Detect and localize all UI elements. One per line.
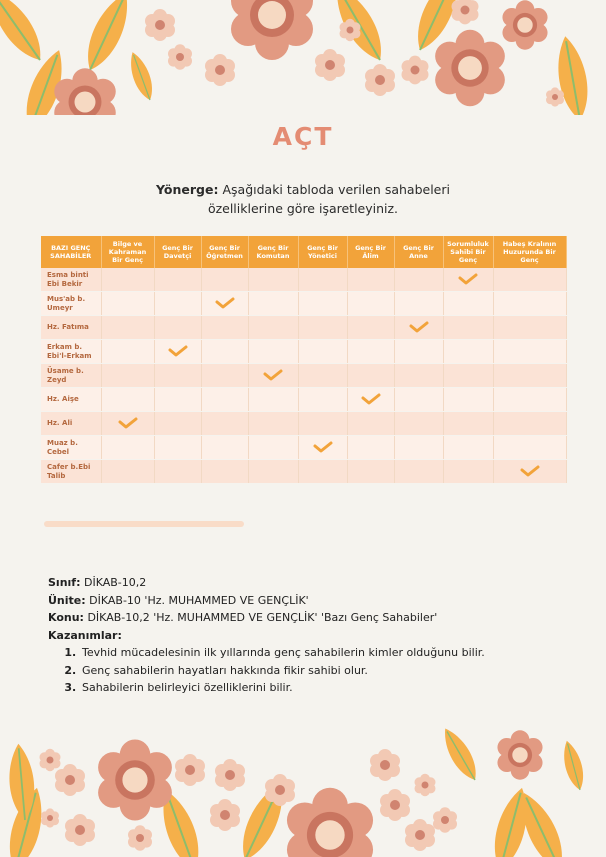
check-cell[interactable] (443, 340, 493, 364)
instruction-line1: Aşağıdaki tabloda verilen sahabeleri (222, 182, 450, 197)
check-cell[interactable] (201, 460, 248, 484)
check-cell[interactable] (154, 364, 201, 388)
header-trait-5: Genç Bir Yönetici (298, 236, 347, 268)
header-trait-7: Genç Bir Anne (394, 236, 443, 268)
check-cell[interactable] (298, 412, 347, 436)
companion-name: Erkam b. Ebi'l-Erkam (41, 340, 101, 364)
check-cell[interactable] (394, 388, 443, 412)
checkmark-icon (168, 345, 188, 357)
check-cell[interactable] (394, 412, 443, 436)
header-trait-1: Bilge ve Kahraman Bir Genç (101, 236, 154, 268)
check-cell[interactable] (248, 460, 298, 484)
check-cell[interactable] (154, 292, 201, 316)
floral-decoration-top (0, 0, 606, 115)
companions-table (41, 236, 567, 484)
checkmark-icon (409, 321, 429, 333)
table-header-row (41, 236, 566, 268)
check-cell[interactable] (347, 340, 394, 364)
check-cell[interactable] (443, 292, 493, 316)
check-cell[interactable] (347, 460, 394, 484)
checkmark-icon (313, 441, 333, 453)
check-cell[interactable] (201, 268, 248, 292)
check-cell[interactable] (443, 268, 493, 292)
check-cell[interactable] (493, 292, 566, 316)
check-cell[interactable] (394, 436, 443, 460)
header-trait-9: Habeş Kralının Huzurunda Bir Genç (493, 236, 566, 268)
unit-line (48, 592, 485, 610)
check-cell[interactable] (493, 340, 566, 364)
check-cell[interactable] (493, 436, 566, 460)
check-cell[interactable] (101, 292, 154, 316)
check-cell[interactable] (154, 316, 201, 340)
check-cell[interactable] (154, 412, 201, 436)
check-cell[interactable] (248, 268, 298, 292)
check-cell[interactable] (201, 364, 248, 388)
check-cell[interactable] (154, 436, 201, 460)
instruction-line2: özelliklerine göre işaretleyiniz. (207, 201, 399, 216)
table-row (41, 268, 566, 292)
unit-label: Ünite: (48, 593, 86, 607)
check-cell[interactable] (298, 436, 347, 460)
check-cell[interactable] (443, 436, 493, 460)
topic-line (48, 609, 485, 627)
check-cell[interactable] (394, 460, 443, 484)
table-row (41, 412, 566, 436)
check-cell[interactable] (394, 292, 443, 316)
companion-name: Esma binti Ebi Bekir (41, 268, 101, 292)
class-value: DİKAB-10,2 (83, 576, 147, 589)
check-cell[interactable] (298, 364, 347, 388)
check-cell[interactable] (443, 460, 493, 484)
check-cell[interactable] (101, 460, 154, 484)
checkmark-icon (458, 273, 478, 285)
check-cell[interactable] (201, 388, 248, 412)
check-cell[interactable] (298, 460, 347, 484)
outcome-item: 1. Tevhid mücadelesinin ilk yıllarında genç sahabilerin kimler olduğunu bilir. (80, 644, 485, 662)
check-cell[interactable] (493, 388, 566, 412)
check-cell[interactable] (347, 292, 394, 316)
check-cell[interactable] (347, 316, 394, 340)
companion-name: Hz. Fatıma (41, 316, 101, 340)
check-cell[interactable] (394, 316, 443, 340)
outcome-item: 3. Sahabilerin belirleyici özelliklerini bilir. (80, 679, 485, 697)
table-row (41, 340, 566, 364)
check-cell[interactable] (248, 412, 298, 436)
check-cell[interactable] (201, 412, 248, 436)
check-cell[interactable] (443, 388, 493, 412)
check-cell[interactable] (101, 388, 154, 412)
check-cell[interactable] (347, 388, 394, 412)
check-cell[interactable] (298, 292, 347, 316)
check-cell[interactable] (298, 388, 347, 412)
companion-name: Muaz b. Cebel (41, 436, 101, 460)
check-cell[interactable] (298, 340, 347, 364)
decorative-bar (44, 521, 244, 527)
check-cell[interactable] (443, 364, 493, 388)
header-trait-4: Genç Bir Komutan (248, 236, 298, 268)
checkmark-icon (361, 393, 381, 405)
check-cell[interactable] (493, 268, 566, 292)
lesson-info (48, 574, 485, 697)
checkmark-icon (520, 465, 540, 477)
check-cell[interactable] (394, 268, 443, 292)
checkmark-icon (215, 297, 235, 309)
check-cell[interactable] (201, 436, 248, 460)
check-cell[interactable] (154, 460, 201, 484)
companion-name: Üsame b. Zeyd (41, 364, 101, 388)
check-cell[interactable] (201, 340, 248, 364)
table-row (41, 388, 566, 412)
floral-decoration-bottom (0, 720, 606, 857)
outcomes-list (48, 644, 485, 697)
check-cell[interactable] (101, 364, 154, 388)
instruction (120, 180, 486, 218)
check-cell[interactable] (248, 364, 298, 388)
companion-name: Mus'ab b. Umeyr (41, 292, 101, 316)
topic-label: Konu: (48, 611, 84, 624)
check-cell[interactable] (201, 292, 248, 316)
table-row (41, 316, 566, 340)
page-title: AÇT (272, 122, 334, 151)
check-cell[interactable] (248, 340, 298, 364)
checkmark-icon (118, 417, 138, 429)
header-names: BAZI GENÇ SAHABİLER (41, 236, 101, 268)
table-row (41, 364, 566, 388)
check-cell[interactable] (298, 268, 347, 292)
check-cell[interactable] (493, 460, 566, 484)
header-trait-3: Genç Bir Öğretmen (201, 236, 248, 268)
check-cell[interactable] (154, 340, 201, 364)
instruction-label: Yönerge: (156, 182, 219, 197)
check-cell[interactable] (248, 316, 298, 340)
check-cell[interactable] (347, 364, 394, 388)
check-cell[interactable] (347, 412, 394, 436)
table-row (41, 292, 566, 316)
checkmark-icon (263, 369, 283, 381)
check-cell[interactable] (101, 340, 154, 364)
class-line (48, 574, 485, 592)
check-cell[interactable] (101, 268, 154, 292)
check-cell[interactable] (493, 364, 566, 388)
check-cell[interactable] (493, 316, 566, 340)
header-trait-6: Genç Bir Âlim (347, 236, 394, 268)
check-cell[interactable] (347, 436, 394, 460)
outcome-item: 2. Genç sahabilerin hayatları hakkında fikir sahibi olur. (80, 662, 485, 680)
header-trait-8: Sorumluluk Sahibi Bir Genç (443, 236, 493, 268)
companion-name: Hz. Aişe (41, 388, 101, 412)
topic-value: DİKAB-10,2 'Hz. MUHAMMED VE GENÇLİK' 'Bazı Genç Sahabiler' (87, 611, 438, 624)
check-cell[interactable] (101, 412, 154, 436)
check-cell[interactable] (101, 316, 154, 340)
unit-value: DİKAB-10 'Hz. MUHAMMED VE GENÇLİK' (89, 593, 309, 607)
check-cell[interactable] (154, 268, 201, 292)
check-cell[interactable] (347, 268, 394, 292)
check-cell[interactable] (443, 316, 493, 340)
table-row (41, 436, 566, 460)
companion-name: Cafer b.Ebi Talib (41, 460, 101, 484)
check-cell[interactable] (248, 436, 298, 460)
check-cell[interactable] (298, 316, 347, 340)
class-label: Sınıf: (48, 576, 81, 589)
check-cell[interactable] (201, 316, 248, 340)
check-cell[interactable] (394, 364, 443, 388)
check-cell[interactable] (101, 436, 154, 460)
check-cell[interactable] (248, 292, 298, 316)
header-trait-2: Genç Bir Davetçi (154, 236, 201, 268)
check-cell[interactable] (394, 340, 443, 364)
companion-name: Hz. Ali (41, 412, 101, 436)
outcomes-heading: Kazanımlar: (48, 628, 122, 642)
table-row (41, 460, 566, 484)
check-cell[interactable] (493, 412, 566, 436)
check-cell[interactable] (248, 388, 298, 412)
check-cell[interactable] (154, 388, 201, 412)
check-cell[interactable] (443, 412, 493, 436)
